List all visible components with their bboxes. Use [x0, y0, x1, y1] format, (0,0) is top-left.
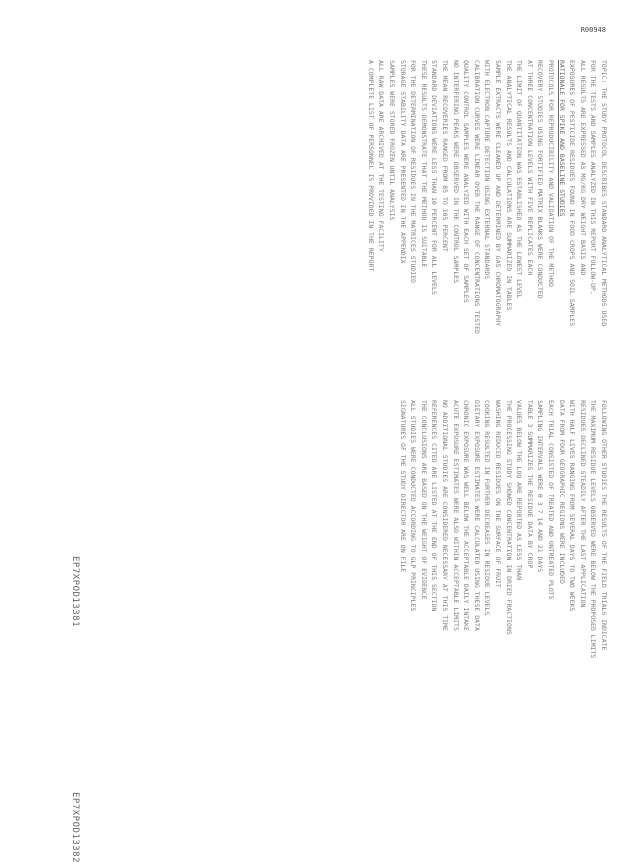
- line-text: ALL RESULTS ARE EXPRESSED AS MG/KG DRY WEIGHT BASIS AND: [578, 60, 587, 276]
- line-text: STANDARD DEVIATIONS WERE LESS THAN 10 PERCENT FOR ALL LEVELS: [430, 60, 439, 295]
- line-text: CALIBRATION CURVES WERE LINEAR OVER THE RANGE OF CONCENTRATIONS TESTED: [472, 60, 481, 334]
- line-text: SAMPLES WERE STORED FROZEN UNTIL ANALYSIS: [388, 60, 396, 221]
- line-text: A COMPLETE LIST OF PERSONNEL IS PROVIDED IN THE REPORT: [366, 60, 375, 272]
- page-id-lower: EP7XPOD13382: [70, 792, 80, 863]
- line-text: THE MEAN RECOVERIES RANGED FROM 85 TO 105 PERCENT: [441, 60, 449, 252]
- line-text: RESIDUES DECLINED STEADILY AFTER THE LAST APPLICATION: [578, 400, 587, 608]
- line-text: NO ADDITIONAL STUDIES ARE CONSIDERED NECESSARY AT THIS TIME: [441, 400, 449, 631]
- line-text: ALL STUDIES WERE CONDUCTED ACCORDING TO GLP PRINCIPLES: [409, 400, 418, 612]
- line-text: REFERENCES CITED ARE LISTED AT THE END OF THIS SECTION: [430, 400, 439, 612]
- line-text: THE PROCESSING STUDY SHOWED CONCENTRATION IN DRIED FRACTIONS: [504, 400, 513, 635]
- line-text: FOLLOWING OTHER STUDIES THE RESULTS OF THE FIELD TRIALS INDICATE: [600, 400, 608, 651]
- line-text: THE ANALYTICAL RESULTS AND CALCULATIONS ARE SUMMARIZED IN TABLES: [504, 60, 513, 311]
- line-text: RECOVERY STUDIES USING FORTIFIED MATRIX BLANKS WERE CONDUCTED: [536, 60, 545, 299]
- line-text: FOR THE DETERMINATION OF RESIDUES IN THE MATRICES STUDIED: [409, 60, 418, 284]
- line-text: DIETARY EXPOSURE ESTIMATES WERE CALCULATED USING THESE DATA: [472, 400, 481, 631]
- line-text: TOPIC: THE STUDY PROTOCOL DESCRIBES STANDARD ANALYTICAL METHODS USED: [600, 60, 608, 327]
- line-text: PROTOCOLS FOR REPRODUCIBILITY AND VALIDATION OF THE METHOD: [547, 60, 555, 287]
- line-text: TABLE 3 SUMMARIZES THE RESIDUE DATA BY CROP: [525, 400, 534, 569]
- page-id-upper: EP7XPOD13381: [70, 556, 80, 628]
- line-text: STORAGE STABILITY DATA ARE PRESENTED IN THE APPENDIX: [398, 60, 407, 264]
- line-text: EACH TRIAL CONSISTED OF TREATED AND UNTREATED PLOTS: [547, 400, 555, 600]
- line-text: THE CONCLUSIONS ARE BASED ON THE WEIGHT OF EVIDENCE: [419, 400, 428, 600]
- line-text: SAMPLE EXTRACTS WERE CLEANED UP AND DETERMINED BY GAS CHROMATOGRAPHY: [494, 60, 502, 327]
- line-text: EXPOSURES OF PESTICIDE RESIDUES FOUND IN FOOD CROPS AND SOIL SAMPLES: [568, 60, 577, 327]
- line-text: WASHING REDUCED RESIDUES ON THE SURFACE OF FRUIT: [494, 400, 502, 588]
- line-text: QUALITY CONTROL SAMPLES WERE ANALYZED WITH EACH SET OF SAMPLES: [462, 60, 471, 303]
- line-text: WITH ELECTRON CAPTURE DETECTION USING EXTERNAL STANDARDS: [483, 60, 492, 280]
- line-text: SIGNATURES OF THE STUDY DIRECTOR ARE ON FILE: [398, 400, 407, 573]
- line-text: COOKING RESULTED IN FURTHER DECREASES IN RESIDUE LEVELS: [483, 400, 492, 616]
- line-text: FOR THE TESTS AND SAMPLES ANALYZED IN THIS REPORT FOLLOW-UP.: [589, 60, 598, 295]
- heading-text: RATIONALE FOR SPIKE AND BASELINE STUDIES: [557, 60, 566, 217]
- line-text: VALUES BELOW THE LOQ ARE REPORTED AS LESS THAN: [515, 400, 524, 581]
- line-text: THESE RESULTS DEMONSTRATE THAT THE METHOD IS SUITABLE: [419, 60, 428, 268]
- line-text: SAMPLING INTERVALS WERE 0 3 7 14 AND 21 DAYS: [536, 400, 545, 573]
- line-text: ACUTE EXPOSURE ESTIMATES WERE ALSO WITHIN ACCEPTABLE LIMITS: [451, 400, 460, 631]
- line-text: NO INTERFERING PEAKS WERE OBSERVED IN THE CONTROL SAMPLES: [451, 60, 460, 284]
- line-text: THE MAXIMUM RESIDUE LEVELS OBSERVED WERE BELOW THE PROPOSED LIMITS: [589, 400, 598, 659]
- line-text: THE LIMIT OF QUANTITATION WAS ESTABLISHED AS THE LOWEST LEVEL: [515, 60, 524, 299]
- line-text: CHRONIC EXPOSURE WAS WELL BELOW THE ACCEPTABLE DAILY INTAKE: [462, 400, 471, 631]
- line-text: WITH HALF LIVES RANGING FROM SEVERAL DAYS TO TWO WEEKS: [568, 400, 577, 612]
- page-number: R00948: [580, 26, 606, 34]
- line-text: DATA FROM FOUR GEOGRAPHIC REGIONS WERE INCLUDED: [557, 400, 566, 584]
- line-text: AT THREE CONCENTRATION LEVELS WITH FIVE REPLICATES EACH: [525, 60, 534, 276]
- line-text: ALL RAW DATA ARE ARCHIVED AT THE TESTING FACILITY: [377, 60, 386, 252]
